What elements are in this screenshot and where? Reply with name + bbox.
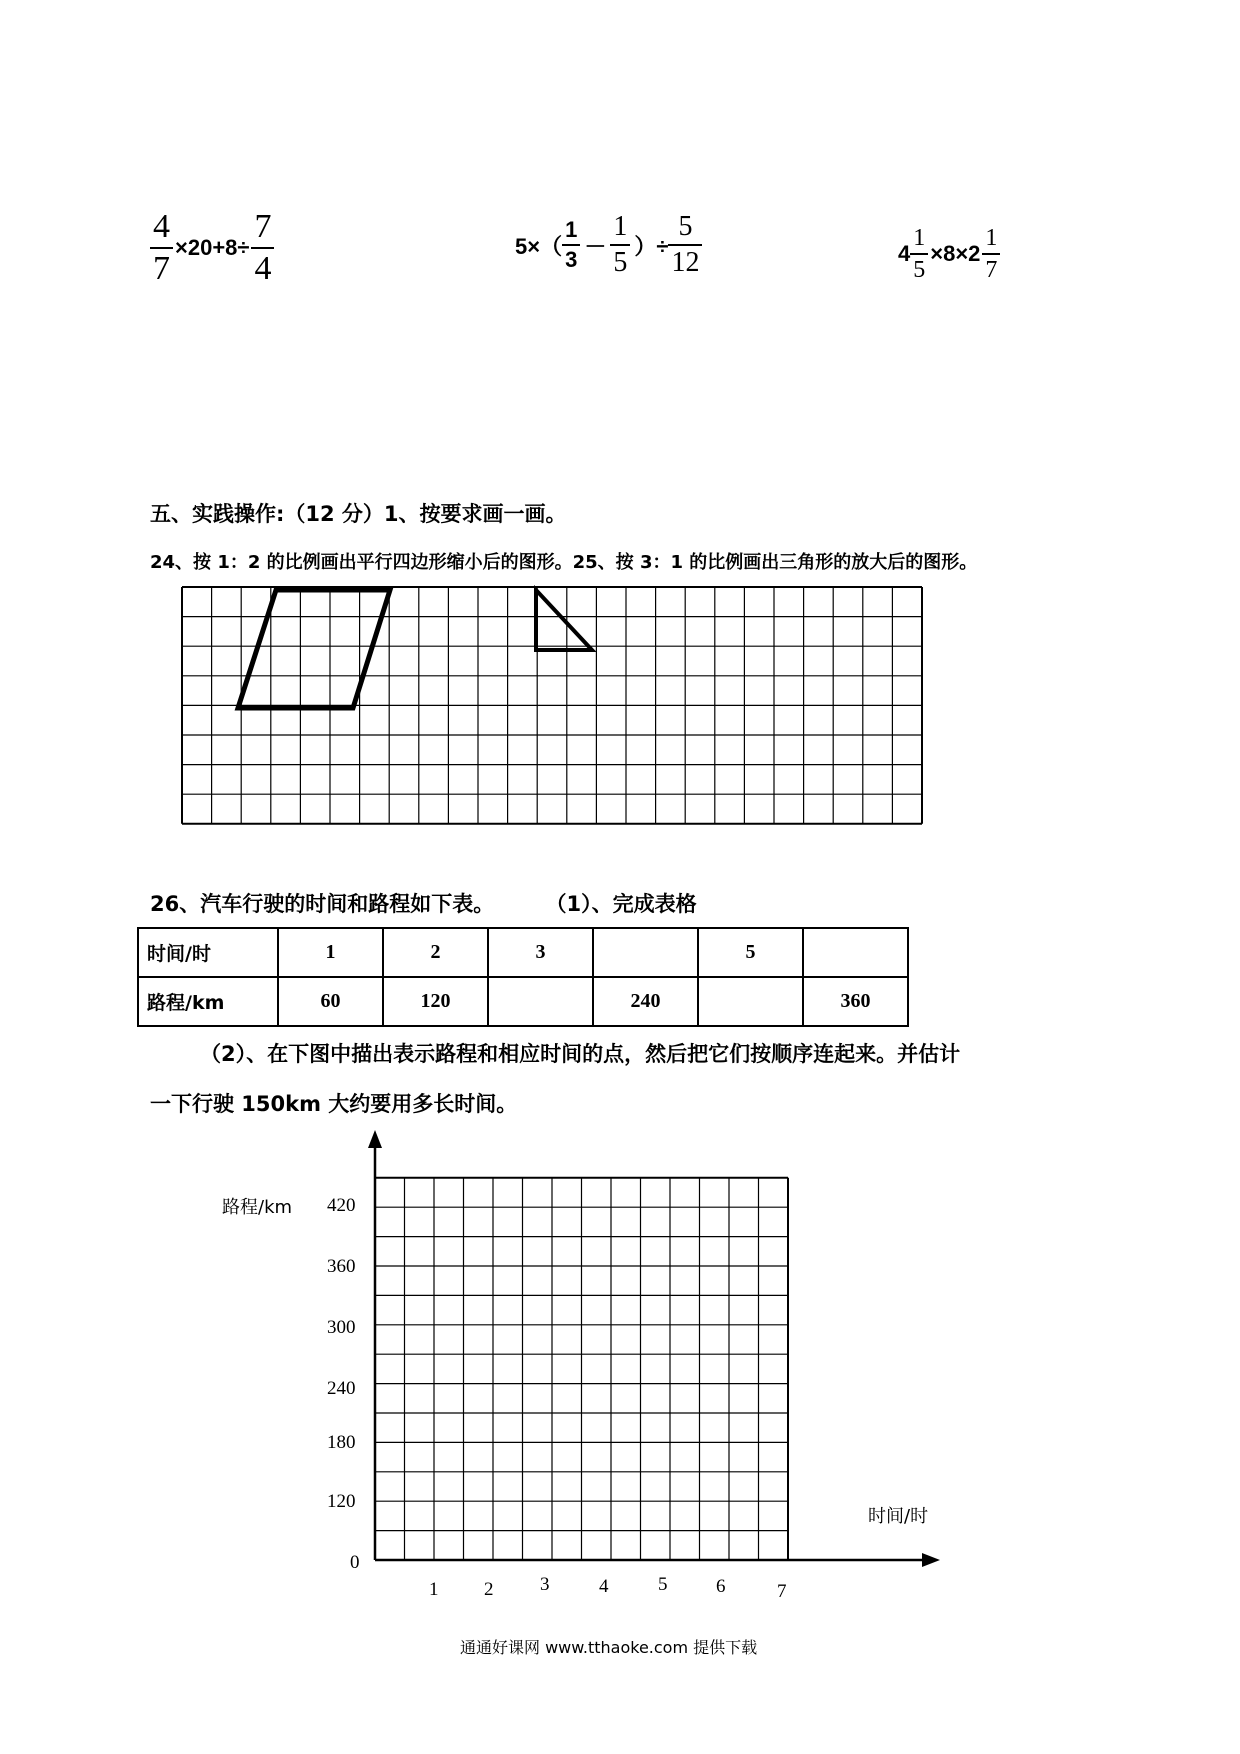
fraction: $\frac{5}{12}$ bbox=[668, 213, 702, 277]
table-cell bbox=[698, 977, 803, 1026]
x-tick-label: 5 bbox=[658, 1574, 668, 1595]
expression-3: 4 $\frac{1}{5}$ ×8×2 $\frac{1}{7}$ bbox=[898, 226, 1000, 282]
x-axis-label: 时间/时 bbox=[868, 1506, 929, 1527]
y-tick-label: 360 bbox=[327, 1256, 356, 1277]
question-26-part-2: （2）、在下图中描出表示路程和相应时间的点，然后把它们按顺序连起来。并估计 bbox=[200, 1042, 961, 1066]
table-cell: 240 bbox=[593, 977, 698, 1026]
table-row bbox=[138, 928, 908, 977]
x-tick-label: 6 bbox=[716, 1576, 726, 1597]
y-tick-label: 300 bbox=[327, 1317, 356, 1338]
y-tick-label: 420 bbox=[327, 1195, 356, 1216]
table-cell: 60 bbox=[278, 977, 383, 1026]
grid-lines bbox=[182, 587, 922, 824]
question-26-part-2-line2: 一下行驶 150km 大约要用多长时间。 bbox=[150, 1092, 518, 1116]
table-row bbox=[138, 977, 908, 1026]
y-axis-label: 路程/km bbox=[222, 1197, 293, 1218]
expression-2: 5×（ $\frac{1}{3}$ － $\frac{1}{5}$ ）÷ $\frac{5}{12}$ bbox=[515, 213, 702, 277]
fraction: $\frac{1}{5}$ bbox=[910, 226, 928, 282]
row-label: 路程/km bbox=[138, 977, 278, 1026]
fraction: $\frac{1}{7}$ bbox=[982, 226, 1000, 282]
table-cell bbox=[593, 928, 698, 977]
drawing-grid[interactable] bbox=[180, 585, 930, 830]
chart-grid bbox=[375, 1178, 788, 1560]
table-cell: 3 bbox=[488, 928, 593, 977]
expression-1: $\frac{4}{7}$ ×20+8÷ $\frac{7}{4}$ bbox=[150, 210, 274, 286]
data-table bbox=[137, 927, 909, 1027]
fraction: $\frac{1}{3}$ bbox=[562, 219, 580, 271]
x-tick-labels bbox=[429, 1574, 787, 1602]
table-cell: 2 bbox=[383, 928, 488, 977]
x-tick-label: 3 bbox=[540, 1574, 550, 1595]
row-label: 时间/时 bbox=[138, 928, 278, 977]
y-tick-label: 0 bbox=[350, 1552, 360, 1573]
table-cell: 120 bbox=[383, 977, 488, 1026]
y-tick-labels bbox=[327, 1195, 360, 1573]
y-tick-label: 120 bbox=[327, 1491, 356, 1512]
x-tick-label: 7 bbox=[777, 1581, 787, 1602]
table-cell: 360 bbox=[803, 977, 908, 1026]
y-tick-label: 240 bbox=[327, 1378, 356, 1399]
question-26: 26、汽车行驶的时间和路程如下表。 （1）、完成表格 bbox=[150, 892, 697, 916]
y-tick-label: 180 bbox=[327, 1432, 356, 1453]
footer-credit: 通通好课网 www.tthaoke.com 提供下载 bbox=[460, 1638, 758, 1657]
triangle bbox=[536, 590, 592, 650]
fraction: $\frac{1}{5}$ bbox=[610, 213, 630, 277]
y-axis-arrow bbox=[368, 1130, 382, 1148]
table-cell: 1 bbox=[278, 928, 383, 977]
question-24: 24、按 1：2 的比例画出平行四边形缩小后的图形。25、按 3：1 的比例画出三角形的放大后的图形。 bbox=[150, 552, 978, 573]
x-tick-label: 2 bbox=[484, 1579, 494, 1600]
distance-time-chart[interactable] bbox=[200, 1130, 960, 1620]
fraction: $\frac{7}{4}$ bbox=[251, 210, 274, 286]
parallelogram bbox=[238, 590, 390, 708]
x-axis-arrow bbox=[922, 1553, 940, 1567]
table-cell bbox=[803, 928, 908, 977]
table-cell bbox=[488, 977, 593, 1026]
x-tick-label: 4 bbox=[599, 1576, 609, 1597]
table-cell: 5 bbox=[698, 928, 803, 977]
section-heading: 五、实践操作:（12 分）1、按要求画一画。 bbox=[150, 502, 567, 526]
x-tick-label: 1 bbox=[429, 1579, 439, 1600]
fraction: $\frac{4}{7}$ bbox=[150, 210, 173, 286]
